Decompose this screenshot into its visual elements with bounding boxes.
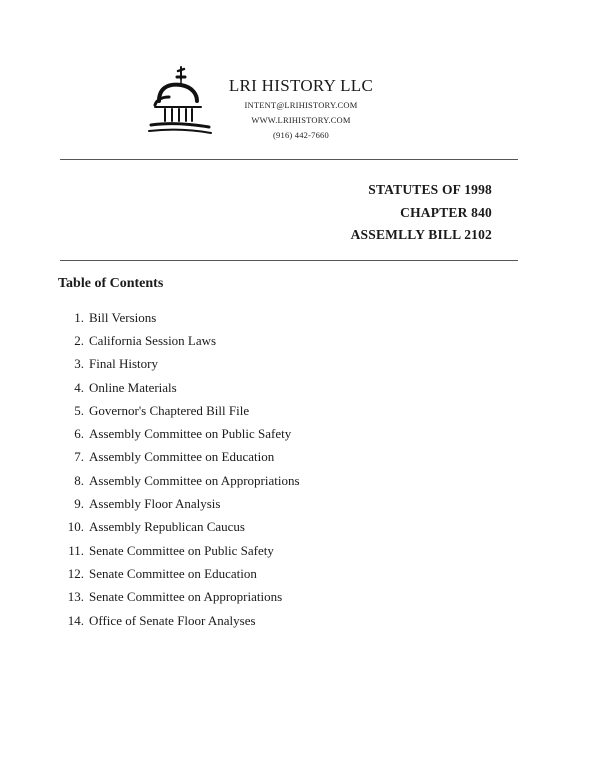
toc-item-number: 8. [74, 472, 84, 488]
toc-item-label: Assembly Committee on Appropriations [89, 472, 300, 488]
toc-item [60, 399, 300, 422]
toc-item-label: California Session Laws [89, 332, 217, 348]
toc-item [60, 469, 300, 492]
toc-item-label: Assembly Committee on Public Safety [89, 426, 292, 442]
contact-website: WWW.LRIHISTORY.COM [251, 115, 351, 125]
toc-item-label: Assembly Republican Caucus [89, 519, 245, 535]
toc-heading: Table of Contents [58, 276, 164, 291]
toc-item [60, 306, 300, 329]
toc-item-label: Senate Committee on Appropriations [89, 589, 283, 605]
toc-list [60, 306, 300, 632]
toc-item-number: 4. [74, 379, 84, 395]
toc-item-number: 2. [74, 332, 84, 348]
toc-item [60, 516, 300, 539]
chapter-number: CHAPTER 840 [400, 205, 492, 220]
toc-item [60, 446, 300, 469]
toc-item-label: Online Materials [89, 379, 177, 395]
toc-item-label: Bill Versions [89, 309, 157, 325]
toc-item-number: 9. [74, 496, 84, 512]
toc-item-label: Senate Committee on Public Safety [89, 542, 274, 558]
toc-item-number: 14. [67, 612, 84, 628]
toc-item-number: 6. [74, 426, 84, 442]
bill-number: ASSEMLLY BILL 2102 [350, 227, 492, 242]
toc-item-label: Assembly Floor Analysis [89, 496, 221, 512]
toc-item [60, 562, 300, 585]
top-divider [60, 159, 518, 160]
toc-item-number: 5. [74, 402, 84, 418]
toc-item-label: Final History [89, 356, 158, 372]
toc-item [60, 329, 300, 352]
toc-item [60, 353, 300, 376]
toc-item-label: Governor's Chaptered Bill File [89, 402, 250, 418]
toc-item-number: 7. [74, 449, 84, 465]
toc-item [60, 586, 300, 609]
contact-phone: (916) 442-7660 [273, 130, 329, 140]
toc-item [60, 609, 300, 632]
toc-item-number: 11. [68, 542, 84, 558]
toc-item-label: Senate Committee on Education [89, 565, 257, 581]
toc-item [60, 539, 300, 562]
toc-item [60, 376, 300, 399]
toc-item-number: 10. [67, 519, 84, 535]
toc-item-label: Assembly Committee on Education [89, 449, 275, 465]
toc-item-label: Office of Senate Floor Analyses [89, 612, 256, 628]
toc-item-number: 3. [74, 356, 84, 372]
bottom-divider [60, 260, 518, 261]
capitol-dome-logo-icon [145, 65, 215, 137]
company-name: LRI HISTORY LLC [228, 76, 374, 95]
statutes-year: STATUTES OF 1998 [368, 182, 492, 197]
toc-item-number: 12. [67, 565, 84, 581]
toc-item [60, 492, 300, 515]
toc-item-number: 13. [67, 589, 84, 605]
contact-email: INTENT@LRIHISTORY.COM [244, 100, 358, 110]
toc-item [60, 422, 300, 445]
toc-item-number: 1. [74, 309, 84, 325]
